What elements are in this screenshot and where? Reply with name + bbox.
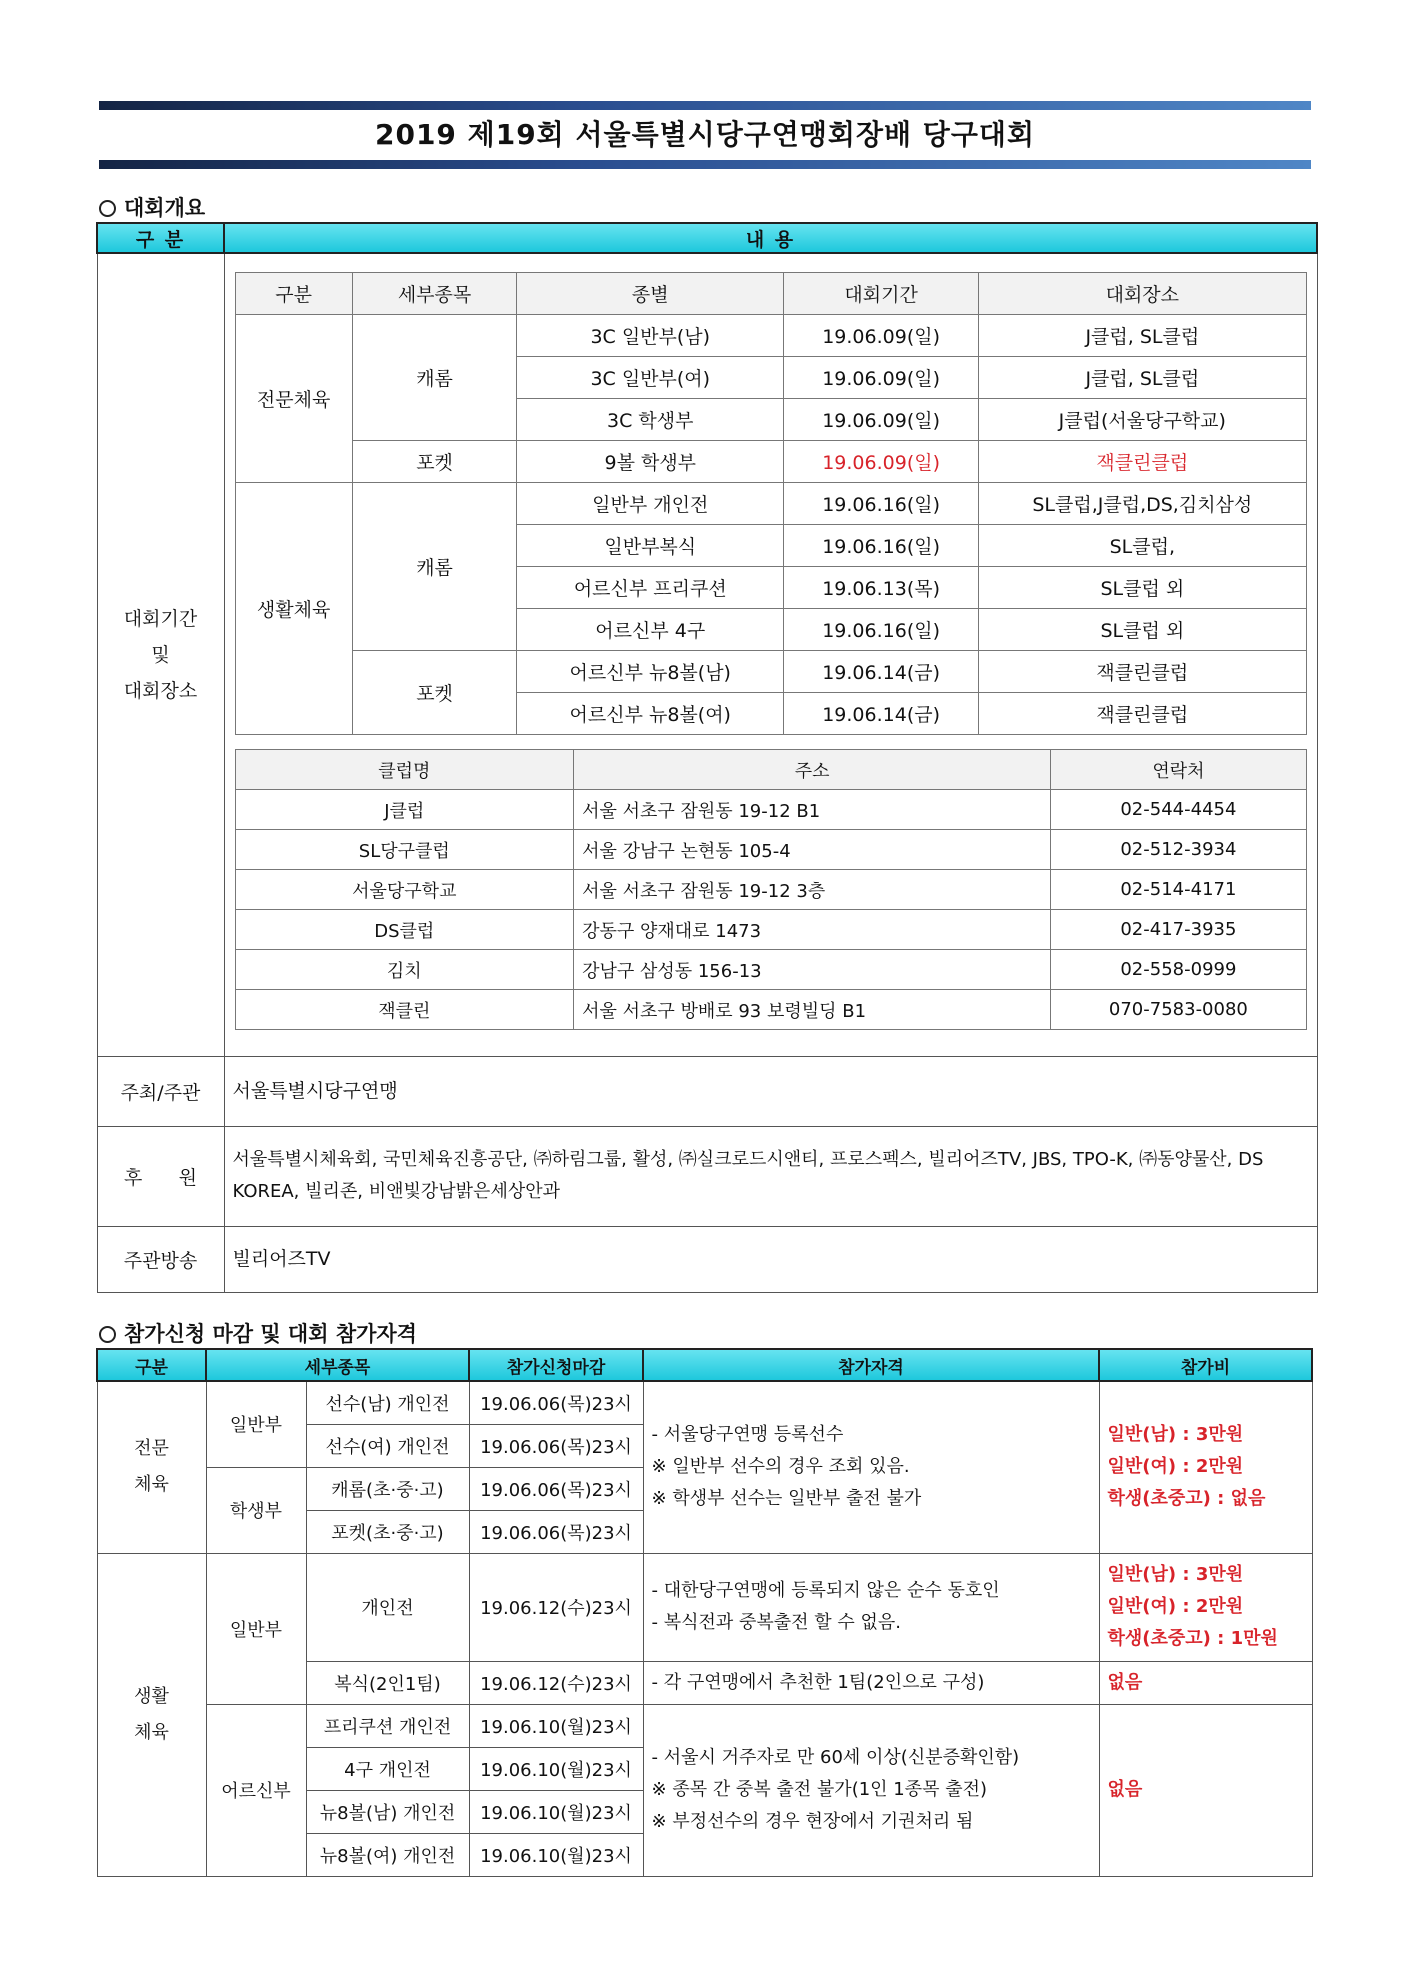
schedule-table	[235, 272, 1307, 735]
circle-bullet-icon	[99, 1326, 116, 1343]
table-row: 3C 학생부 19.06.09(일) J클럽(서울당구학교)	[235, 399, 1306, 441]
table-row: 일반부복식 19.06.16(일) SL클럽,	[235, 525, 1306, 567]
division-student: 학생부	[206, 1467, 306, 1553]
table-row: 포켓 9볼 학생부 19.06.09(일) 잭클린클럽	[235, 441, 1306, 483]
table-row: 선수(여) 개인전 19.06.06(목)23시	[97, 1424, 1312, 1467]
entry-table	[96, 1348, 1313, 1877]
discipline-carom: 캐롬	[352, 315, 517, 441]
table-row: 어르신부 4구 19.06.16(일) SL클럽 외	[235, 609, 1306, 651]
host-label: 주최/주관	[97, 1056, 224, 1126]
schedule-label: 대회기간 및 대회장소	[97, 253, 224, 1056]
broadcast-value: 빌리어즈TV	[224, 1226, 1317, 1292]
division-general: 일반부	[206, 1553, 306, 1704]
table-row: J클럽 서울 서초구 잠원동 19-12 B1 02-544-4454	[235, 790, 1306, 830]
header-content: 내 용	[224, 223, 1317, 253]
title-bar-bottom	[99, 160, 1311, 169]
broadcast-label: 주관방송	[97, 1226, 224, 1292]
discipline-carom: 캐롬	[352, 483, 517, 651]
table-row: SL당구클럽 서울 강남구 논현동 105-4 02-512-3934	[235, 830, 1306, 870]
table-row: 서울당구학교 서울 서초구 잠원동 19-12 3층 02-514-4171	[235, 870, 1306, 910]
senior-qualification: - 서울시 거주자로 만 60세 이상(신분증확인함) ※ 종목 간 중복 출전 불가(1인 1종목 출전) ※ 부정선수의 경우 현장에서 기권처리 됨	[643, 1704, 1099, 1876]
table-row: DS클럽 강동구 양재대로 1473 02-417-3935	[235, 910, 1306, 950]
table-row: 포켓 어르신부 뉴8볼(남) 19.06.14(금) 잭클린클럽	[235, 651, 1306, 693]
table-row: 학생부 캐롬(초·중·고) 19.06.06(목)23시	[97, 1467, 1312, 1510]
table-row: 어르신부 프리쿠션 19.06.13(목) SL클럽 외	[235, 567, 1306, 609]
table-row: 잭클린 서울 서초구 방배로 93 보령빌딩 B1 070-7583-0080	[235, 990, 1306, 1030]
group-life: 생활 체육	[97, 1553, 206, 1876]
life-individual-fee: 일반(남) : 3만원 일반(여) : 2만원 학생(초중고) : 1만원	[1099, 1553, 1312, 1661]
broadcast-row	[97, 1226, 1317, 1292]
pro-fee: 일반(남) : 3만원 일반(여) : 2만원 학생(초중고) : 없음	[1099, 1381, 1312, 1553]
table-row: 전문체육 캐롬 3C 일반부(남) 19.06.09(일) J클럽, SL클럽	[235, 315, 1306, 357]
table-row: 전문 체육 일반부 선수(남) 개인전 19.06.06(목)23시 - 서울당구연맹 등록선수 ※ 일반부 선수의 경우 조회 있음. ※ 학생부 선수는 일반부 출전 불가 일반(남) : 3만원 일반(여) : 2만원 학생(초중고) : 없음	[97, 1381, 1312, 1424]
life-doubles-fee: 없음	[1099, 1661, 1312, 1704]
table-row: 4구 개인전 19.06.10(월)23시	[97, 1747, 1312, 1790]
table-row: 생활 체육 일반부 개인전 19.06.12(수)23시 - 대한당구연맹에 등록되지 않은 순수 동호인 - 복식전과 중복출전 할 수 없음. 일반(남) : 3만원 일반(여) : 2만원 학생(초중고) : 1만원	[97, 1553, 1312, 1661]
group-pro: 전문 체육	[97, 1381, 206, 1553]
table-row: 3C 일반부(여) 19.06.09(일) J클럽, SL클럽	[235, 357, 1306, 399]
discipline-pocket: 포켓	[352, 441, 517, 483]
host-value: 서울특별시당구연맹	[224, 1056, 1317, 1126]
schedule-header-row: 구분 세부종목 종별 대회기간 대회장소	[235, 273, 1306, 315]
page-title: 2019 제19회 서울특별시당구연맹회장배 당구대회	[374, 118, 1035, 151]
sponsor-value: 서울특별시체육회, 국민체육진흥공단, ㈜하림그룹, 활성, ㈜실크로드시앤티, 프로스펙스, 빌리어즈TV, JBS, TPO-K, ㈜동양물산, DS KOREA, 빌리존, 비앤빛강남밝은세상안과	[224, 1126, 1317, 1226]
group-pro: 전문체육	[235, 315, 352, 483]
table-row: 어르신부 뉴8볼(여) 19.06.14(금) 잭클린클럽	[235, 693, 1306, 735]
sponsor-label: 후 원	[97, 1126, 224, 1226]
table-row: 포켓(초·중·고) 19.06.06(목)23시	[97, 1510, 1312, 1553]
discipline-pocket: 포켓	[352, 651, 517, 735]
table-row: 뉴8볼(여) 개인전 19.06.10(월)23시	[97, 1833, 1312, 1876]
section-heading-overview: 대회개요	[99, 192, 205, 222]
group-life: 생활체육	[235, 483, 352, 735]
overview-table	[96, 222, 1318, 1293]
table-row: 뉴8볼(남) 개인전 19.06.10(월)23시	[97, 1790, 1312, 1833]
pro-qualification: - 서울당구연맹 등록선수 ※ 일반부 선수의 경우 조회 있음. ※ 학생부 선수는 일반부 출전 불가	[643, 1381, 1099, 1553]
entry-header-row: 구분 세부종목 참가신청마감 참가자격 참가비	[97, 1349, 1312, 1381]
title-bar-top	[99, 101, 1311, 110]
sponsor-row	[97, 1126, 1317, 1226]
division-general: 일반부	[206, 1381, 306, 1467]
life-doubles-qualification: - 각 구연맹에서 추천한 1팀(2인으로 구성)	[643, 1661, 1099, 1704]
clubs-header-row: 클럽명 주소 연락처	[235, 750, 1306, 790]
table-row: 복식(2인1팀) 19.06.12(수)23시 - 각 구연맹에서 추천한 1팀(2인으로 구성) 없음	[97, 1661, 1312, 1704]
clubs-table	[235, 749, 1307, 1030]
table-row: 김치 강남구 삼성동 156-13 02-558-0999	[235, 950, 1306, 990]
senior-fee: 없음	[1099, 1704, 1312, 1876]
life-individual-qualification: - 대한당구연맹에 등록되지 않은 순수 동호인 - 복식전과 중복출전 할 수 없음.	[643, 1553, 1099, 1661]
section-heading-entry: 참가신청 마감 및 대회 참가자격	[99, 1318, 417, 1348]
division-senior: 어르신부	[206, 1704, 306, 1876]
host-row	[97, 1056, 1317, 1126]
table-row: 어르신부 프리쿠션 개인전 19.06.10(월)23시 - 서울시 거주자로 만 60세 이상(신분증확인함) ※ 종목 간 중복 출전 불가(1인 1종목 출전) ※ 부정선수의 경우 현장에서 기권처리 됨 없음	[97, 1704, 1312, 1747]
table-row: 생활체육 캐롬 일반부 개인전 19.06.16(일) SL클럽,J클럽,DS,김치삼성	[235, 483, 1306, 525]
circle-bullet-icon	[99, 200, 116, 217]
overview-header-row	[97, 223, 1317, 253]
header-category: 구 분	[97, 223, 224, 253]
